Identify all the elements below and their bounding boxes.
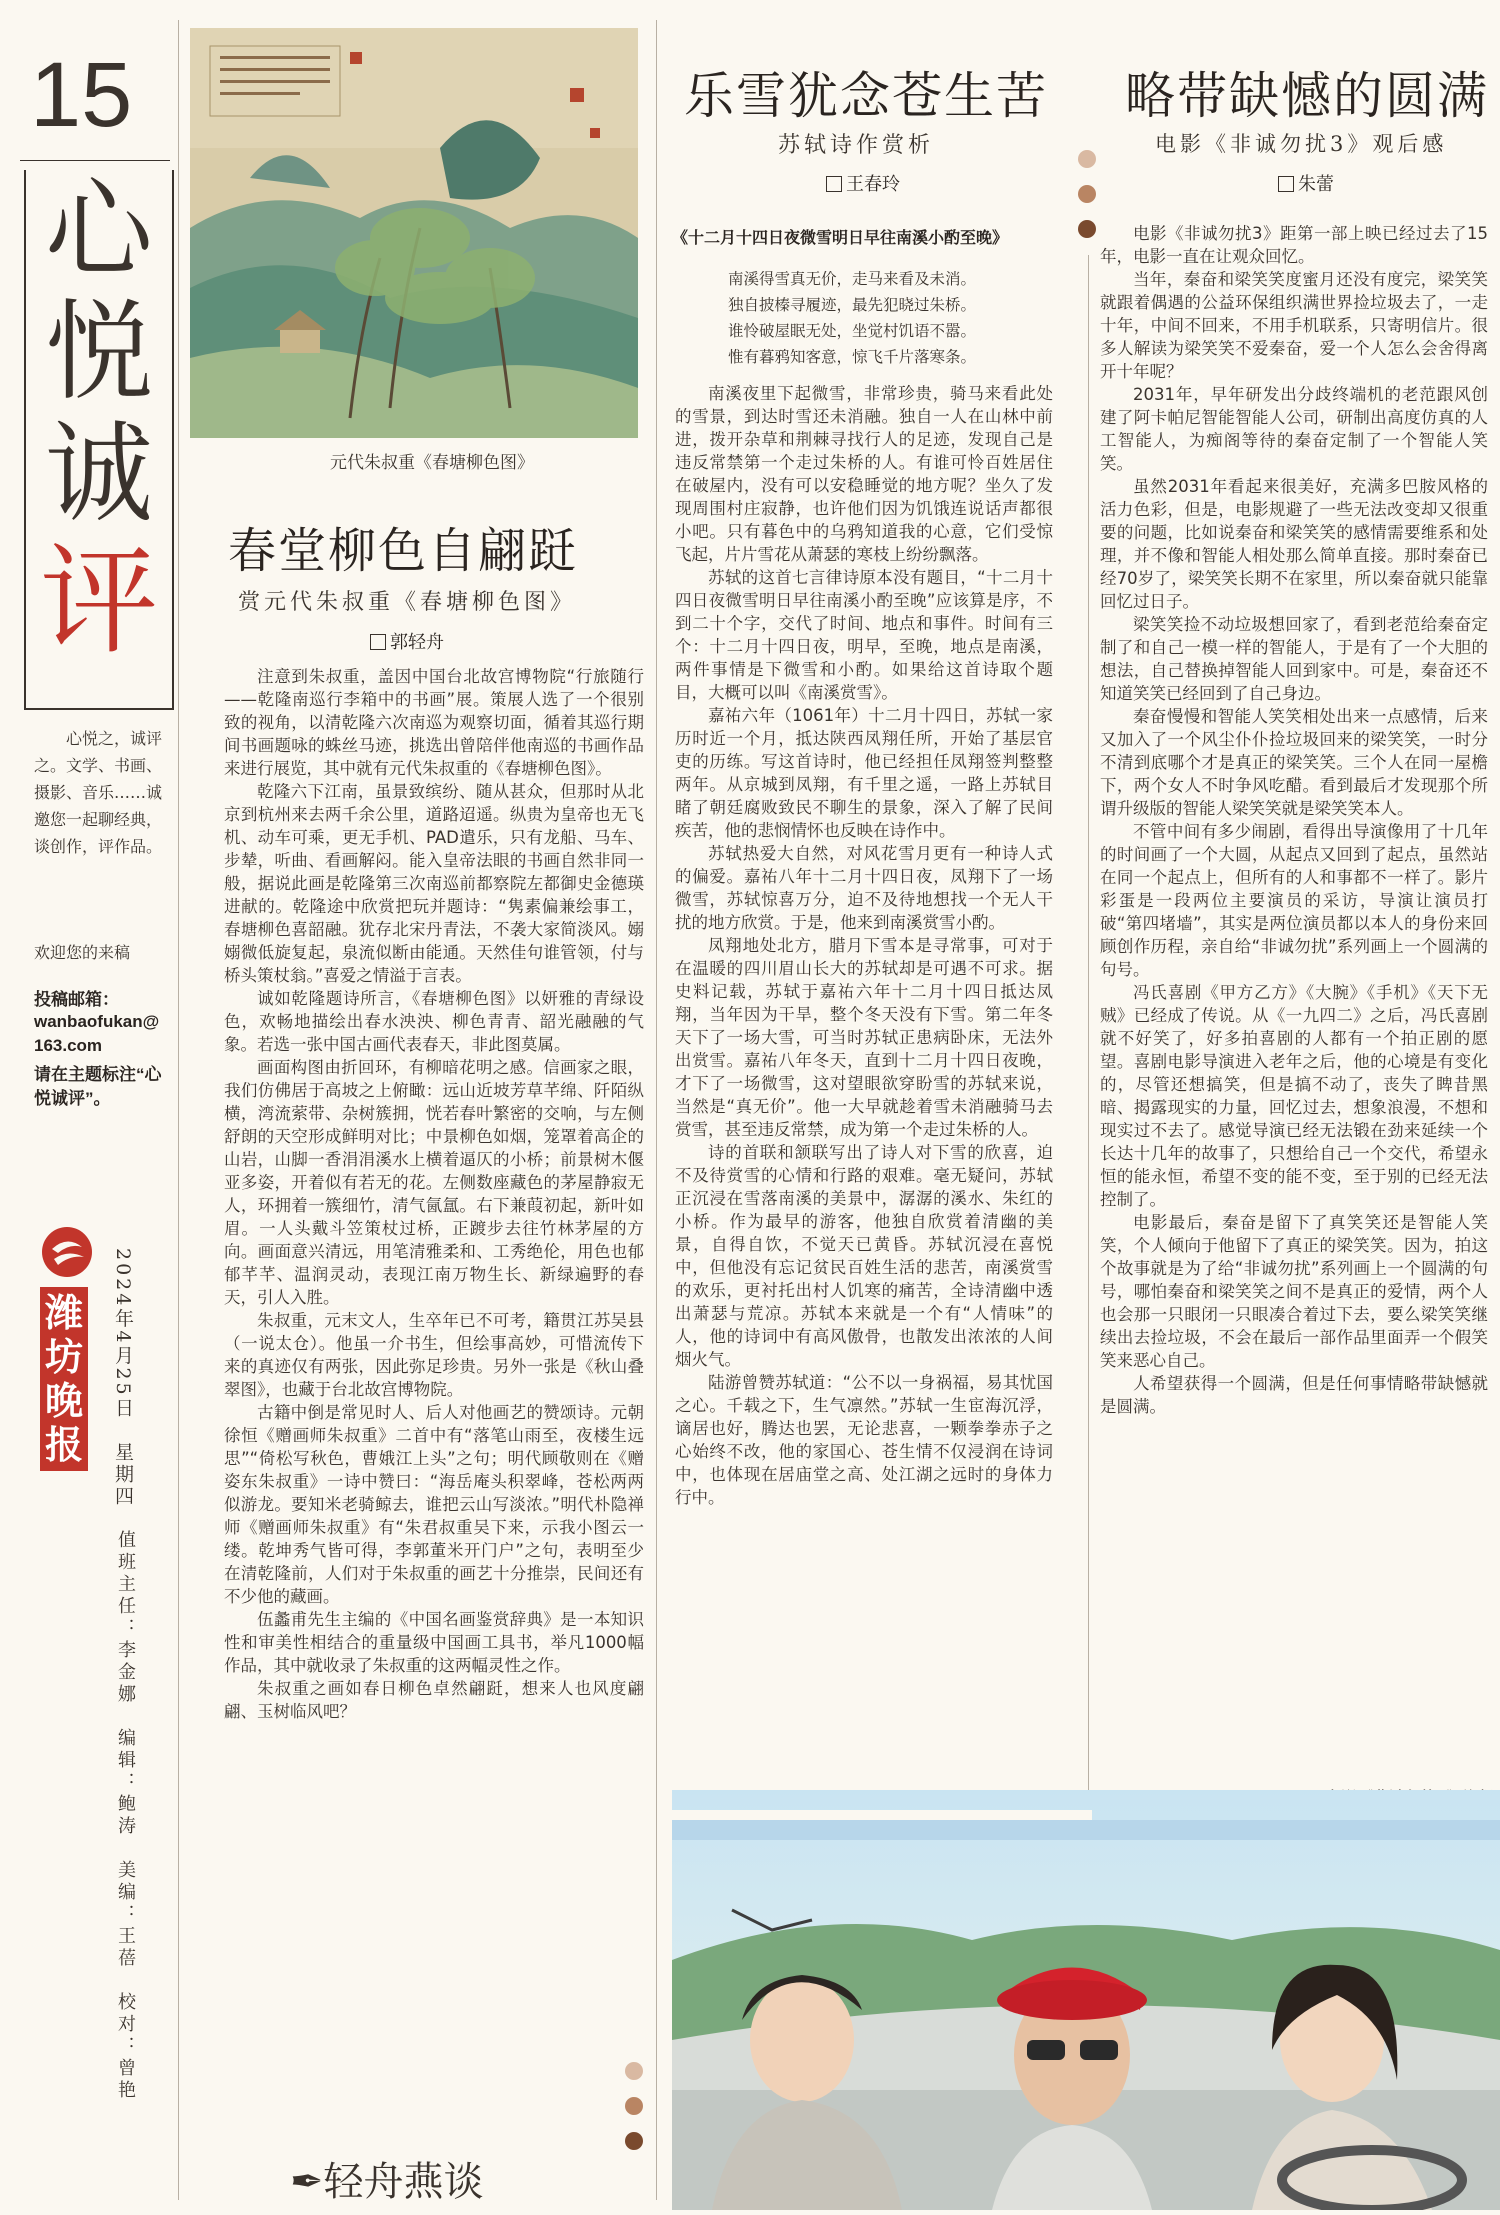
decor-dot-4 — [625, 2062, 643, 2080]
article1-p8: 朱叔重之画如春日柳色卓然翩跹，想来人也风度翩翩、玉树临风吧？ — [224, 1679, 644, 1721]
paper-name: 潍坊晚报 — [40, 1287, 88, 1471]
editors-credit: 值班主任：李金娜 编辑：鲍涛 美编：王蓓 校对：曾艳 — [115, 1530, 136, 2102]
footer-logo-text: 轻舟燕谈 — [323, 2159, 484, 2205]
article1-subtitle: 赏元代朱叔重《春塘柳色图》 — [238, 590, 577, 615]
newspaper-logo — [40, 1225, 100, 1545]
article2-p7: 陆游曾赞苏轼道：“公不以一身祸福，易其忧国之心。千载之下，生气凛然。”苏轼一生宦海沉浮，谪居也好，腾达也罢，无论悲喜，一颗拳拳赤子之心始终不改，他的家国心、苍生情不仅浸润在诗词中，也体现在居庙堂之高、处江湖之远时的身体力行中。 — [675, 1373, 1053, 1507]
article1-p4: 画面构图由折回环，有柳暗花明之感。信画家之眼，我们仿佛居于高坡之上俯瞰：远山近坡芳草芊绵、阡陌纵横，湾流萦带、杂树簇拥，恍若春叶繁密的交响，与左侧舒朗的天空形成鲜明对比；中景柳色如烟，笼罩着高企的山岩，山脚一香涓涓溪水上横着逼仄的小桥；前景树木偃亚多姿，开着似有若无的花。左侧数座藏色的茅屋静寂无人，环拥着一簇细竹，清气氤氲。右下兼葭初起，新叶如眉。一人头戴斗笠策杖过桥，正踱步去往竹林茅屋的方向。画面意兴清远，用笔清雅柔和、工秀绝伦，用色也郁郁芊芊、温润灵动，表现江南万物生长、新绿遍野的春天，引人入胜。 — [224, 1058, 644, 1307]
article2-title: 乐雪犹念苍生苦 — [684, 67, 1048, 125]
article3-subtitle: 电影《非诚勿扰3》观后感 — [1155, 132, 1448, 156]
article2-body — [675, 382, 1053, 1509]
article3-p3: 2031年，早年研发出分歧终端机的老范跟风创建了阿卡帕尼智能智能人公司，研制出高度仿真的人工智能人，为痴阁等待的秦奋定制了一个智能人笑笑。 — [1100, 385, 1488, 473]
column-char-3: 诚 — [44, 412, 153, 537]
article1-byline — [370, 628, 444, 654]
poem-block — [728, 266, 1068, 370]
painting-image — [190, 28, 638, 438]
author-box-icon — [370, 634, 386, 650]
article3-p8: 冯氏喜剧《甲方乙方》《大腕》《手机》《天下无贼》已经成了传说。从《一九四二》之后，冯氏喜剧就不好笑了，好多拍喜剧的人都有一个拍正剧的愿望。喜剧电影导演进入老年之后，他的心境是有变化的，尽管还想搞笑，但是搞不动了，丧失了睥昔黑暗、揭露现实的力量，回忆过去，想象浪漫，不想和现实过不去了。感觉导演已经无法锻在劲来延续一个长达十几年的故事了，只想给自己一个交代，希望永恒的能永恒，希望不变的能不变，至于别的已经无法控制了。 — [1100, 983, 1488, 1209]
article3-p7: 不管中间有多少闹剧，看得出导演像用了十几年的时间画了一个大圆，从起点又回到了起点，虽然站在同一个起点上，但所有的人和事都不一样了。影片彩蛋是一段两位主要演员的采访，导演让演员打破“第四堵墙”，其实是两位演员都以本人的身份来回顾创作历程，亲自给“非诚勿扰”系列画上一个圆满的句号。 — [1100, 822, 1488, 979]
article1-p5: 朱叔重，元末文人，生卒年已不可考，籍贯江苏吴县（一说太仓）。他虽一介书生，但绘事高妙，可惜流传下来的真迹仅有两张，因此弥足珍贵。另外一张是《秋山叠翠图》，也藏于台北故宫博物院。 — [224, 1311, 644, 1399]
article3-p2: 当年，秦奋和梁笑笑度蜜月还没有度完，梁笑笑就跟着偶遇的公益环保组织满世界捡垃圾去了，一走十年，中间不回来，不用手机联系，只寄明信片。很多人解读为梁笑笑不爱秦奋，爱一个人怎么会舍得离开十年呢？ — [1100, 270, 1488, 381]
article1-body — [224, 665, 644, 1723]
article1-p7: 伍蠡甫先生主编的《中国名画鉴赏辞典》是一本知识性和审美性相结合的重量级中国画工具书，举凡1000幅作品，其中就收录了朱叔重的这两幅灵性之作。 — [224, 1610, 644, 1675]
email-label: 投稿邮箱： — [34, 990, 119, 1009]
welcome-text: 欢迎您的来稿 — [34, 943, 131, 962]
article2-byline — [826, 170, 900, 196]
article2-p5: 凤翔地处北方，腊月下雪本是寻常事，可对于在温暖的四川眉山长大的苏轼却是可遇不可求。据史料记载，苏轼于嘉祐六年十二月十四日抵达凤翔，当年因为干旱，整个冬天没有下雪。第二年冬天下了一场大雪，可当时苏轼正患病卧床，无法外出赏雪。嘉祐八年冬天，直到十二月十四日夜晚，才下了一场微雪，这对望眼欲穿盼雪的苏轼来说，当然是“真无价”。他一大早就趁着雪未消融骑马去赏雪，甚至违反常禁，成为第一个走过朱桥的人。 — [675, 936, 1053, 1139]
poem-line-1: 南溪得雪真无价，走马来看及未消。 — [728, 270, 977, 288]
article1-p6: 古籍中倒是常见时人、后人对他画艺的赞颂诗。元朝徐恒《赠画师朱叔重》二首中有“落笔山雨至，夜楼生远思”“倚松写秋色，曹娥江上头”之句；明代顾敬则在《赠姿东朱叔重》一诗中赞曰：“海岳庵头积翠峰，苍松两两似游龙。要知米老骑鲸去，谁把云山写淡浓。”明代朴隐禅师《赠画师朱叔重》有“朱君叔重吴下来，示我小图云一缕。乾坤秀气皆可得，李郭董米开门户”之句，表明至少在清乾隆前，人们对于朱叔重的画艺十分推崇，民间还有不少他的藏画。 — [224, 1403, 644, 1606]
article1-p1: 注意到朱叔重，盖因中国台北故宫博物院“行旅随行——乾隆南巡行李箱中的书画”展。策展人选了一个很别致的视角，以清乾隆六次南巡为观察切面，循着其巡行期间书画题咏的蛛丝马迹，挑选出曾陪伴他南巡的书画作品来进行展览，其中就有元代朱叔重的《春塘柳色图》。 — [224, 667, 644, 778]
decor-dot-1 — [1078, 150, 1096, 168]
poem-line-2: 独自披榛寻履迹，最先犯晓过朱桥。 — [728, 296, 977, 314]
article2-p1: 南溪夜里下起微雪，非常珍贵，骑马来看此处的雪景，到达时雪还未消融。独自一人在山林中前进，拨开杂草和荆棘寻找行人的足迹，发现自己是违反常禁第一个走过朱桥的人。有谁可怜百姓居住在破屋内，没有可以安稳睡觉的地方呢？坐久了发现周围村庄寂静，也许他们因为饥饿连说话声都很小吧。只有暮色中的乌鸦知道我的心意，它们受惊飞起，片片雪花从萧瑟的寒枝上纷纷飘落。 — [675, 384, 1053, 564]
article3-body — [1100, 222, 1488, 1418]
article3-title: 略带缺憾的圆满 — [1125, 67, 1489, 125]
brush-icon: ✒ — [290, 2159, 324, 2205]
decor-dot-5 — [625, 2097, 643, 2115]
poem-title: 《十二月十四日夜微雪明日早往南溪小酌至晚》 — [672, 228, 1009, 247]
author-box-icon — [826, 176, 842, 192]
column-name — [24, 170, 174, 710]
column-intro: 心悦之，诚评之。文学、书画、摄影、音乐……诚邀您一起聊经典，谈创作，评作品。 — [34, 729, 163, 856]
email-address[interactable]: wanbaofukan@163.com — [34, 1012, 160, 1055]
article3-p6: 秦奋慢慢和智能人笑笑相处出来一点感情，后来又加入了一个风尘仆仆捡垃圾回来的梁笑笑，一时分不清到底哪个才是真正的梁笑笑。三个人在同一屋檐下，两个女人不时争风吃醋。看到最后才发现那个所谓升级版的智能人梁笑笑就是梁笑笑本人。 — [1100, 707, 1488, 818]
article3-p10: 人希望获得一个圆满，但是任何事情略带缺憾就是圆满。 — [1100, 1374, 1488, 1416]
article2-p4: 苏轼热爱大自然，对风花雪月更有一种诗人式的偏爱。嘉祐八年十二月十四日夜，凤翔下了一场微雪，苏轼惊喜万分，迫不及待地想找一个无人干扰的地方欣赏。于是，他来到南溪赏雪小酌。 — [675, 844, 1053, 932]
article2-p2: 苏轼的这首七言律诗原本没有题目，“十二月十四日夜微雪明日早往南溪小酌至晚”应该算是序，不到二十个字，交代了时间、地点和事件。时间有三个：十二月十四日夜，明早，至晚，地点是南溪，两件事情是下微雪和小酌。如果给这首诗取个题目，大概可以叫《南溪赏雪》。 — [675, 568, 1053, 702]
poem-line-3: 谁怜破屋眠无处，坐觉村饥语不嚣。 — [728, 322, 977, 340]
article2-subtitle: 苏轼诗作赏析 — [778, 133, 935, 158]
footer-logo — [290, 2150, 484, 2207]
column-char-1: 心 — [44, 168, 153, 293]
article3-p5: 梁笑笑捡不动垃圾想回家了，看到老范给秦奋定制了和自己一模一样的智能人，于是有了一个大胆的想法，自己替换掉智能人回到家中。可是，秦奋还不知道笑笑已经回到了自己身边。 — [1100, 615, 1488, 703]
issue-date: 2024年4月25日 星期四 — [112, 1248, 134, 1508]
decor-dot-2 — [1078, 185, 1096, 203]
poem-line-4: 惟有暮鸦知客意，惊飞千片落寒条。 — [728, 348, 977, 366]
page-number: 15 — [30, 44, 133, 146]
article1-p3: 诚如乾隆题诗所言，《春塘柳色图》以妍雅的青绿设色，欢畅地描绘出春水泱泱、柳色青青、韶光融融的气象。若选一张中国古画代表春天，非此图莫属。 — [224, 989, 644, 1054]
article1-title: 春堂柳色自翩跹 — [228, 523, 579, 579]
movie-poster-image — [672, 1790, 1500, 2210]
article3-p1: 电影《非诚勿扰3》距第一部上映已经过去了15年，电影一直在让观众回忆。 — [1100, 224, 1488, 266]
article2-p3: 嘉祐六年（1061年）十二月十四日，苏轼一家历时近一个月，抵达陕西凤翔任所，开始了基层官吏的历练。写这首诗时，他已经担任凤翔签判整整两年。从京城到凤翔，有千里之遥，一路上苏轼目睹了朝廷腐败致民不聊生的景象，深入了解了民间疾苦，他的悲悯情怀也反映在诗作中。 — [675, 706, 1053, 840]
author-box-icon — [1278, 176, 1294, 192]
decor-dot-3 — [1078, 220, 1096, 238]
article3-p4: 虽然2031年看起来很美好，充满多巴胺风格的活力色彩，但是，电影规避了一些无法改变却又很重要的问题，比如说秦奋和梁笑笑的感情需要维系和处理，并不像和智能人相处那么简单直接。那时秦奋已经70岁了，梁笑笑长期不在家里，所以秦奋就只能靠回忆过日子。 — [1100, 477, 1488, 611]
newspaper-emblem-icon — [40, 1225, 94, 1279]
article2-author: 王春玲 — [846, 174, 900, 195]
article1-author: 郭轻舟 — [390, 632, 444, 653]
column-char-4: 评 — [39, 532, 158, 670]
column-char-2: 悦 — [44, 290, 153, 415]
article3-byline — [1278, 170, 1334, 196]
article3-author: 朱蕾 — [1298, 174, 1334, 195]
email-note: 请在主题标注“心悦诚评”。 — [34, 1065, 162, 1108]
article3-p9: 电影最后，秦奋是留下了真笑笑还是智能人笑笑，个人倾向于他留下了真正的梁笑笑。因为，拍这个故事就是为了给“非诚勿扰”系列画上一个圆满的句号，哪怕秦奋和梁笑笑之间不是真正的爱情，两个人也会那一只眼闭一只眼凑合着过下去，要么梁笑笑继续出去捡垃圾，不会在最后一部作品里面弄一个假笑笑来恶心自己。 — [1100, 1213, 1488, 1370]
decor-dot-6 — [625, 2132, 643, 2150]
article2-p6: 诗的首联和颔联写出了诗人对下雪的欣喜，迫不及待赏雪的心情和行路的艰难。毫无疑问，苏轼正沉浸在雪落南溪的美景中，潺潺的溪水、朱红的小桥。作为最早的游客，他独自欣赏着清幽的美景，自得自饮，不觉天已黄昏。苏轼沉浸在喜悦中，但他没有忘记贫民百姓生活的悲苦，南溪赏雪的欢乐，更衬托出村人饥寒的痛苦，全诗清幽中透出萧瑟与荒凉。苏轼本来就是一个有“人情味”的人，他的诗词中有高风傲骨，也散发出浓浓的人间烟火气。 — [675, 1143, 1053, 1369]
painting-caption: 元代朱叔重《春塘柳色图》 — [330, 453, 534, 473]
article1-p2: 乾隆六下江南，虽景致缤纷、随从甚众，但那时从北京到杭州来去两千余公里，道路迢遥。纵贵为皇帝也无飞机、动车可乘，更无手机、PAD遣乐，只有龙船、马车、步辇，听曲、看画解闷。能入皇帝法眼的书画自然非同一般，据说此画是乾隆第三次南巡前都察院左都御史金德瑛进献的。乾隆途中欣赏把玩并题诗：“隽素偏兼绘事工，春塘柳色喜韶融。犹存北宋丹青法，不袭大家简淡风。嫋嫋微低旋复起，泉流似断由能通。天然佳句谁管领，付与桥头策杖翁。”喜爱之情溢于言表。 — [224, 782, 644, 985]
